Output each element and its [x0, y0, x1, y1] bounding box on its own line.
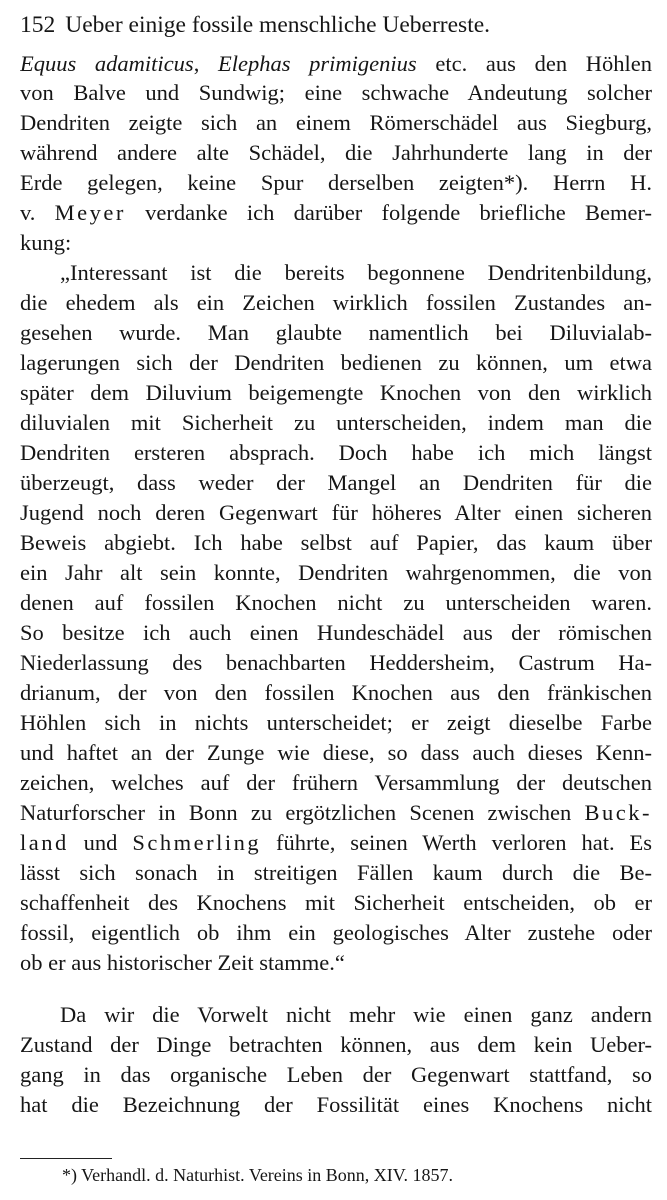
text-line: denen auf fossilen Knochen nicht zu unterscheiden waren.	[20, 590, 652, 615]
footnote-divider	[20, 1158, 112, 1159]
text-line: So besitze ich auch einen Hundeschädel aus der römischen	[20, 620, 652, 645]
paragraph-first-line: Da wir die Vorwelt nicht mehr wie einen ganz andern	[60, 1002, 652, 1027]
text-line: lässt sich sonach in streitigen Fällen kaum durch die Be-	[20, 860, 652, 885]
text-line: diluvialen mit Sicherheit zu unterscheiden, indem man die	[20, 410, 652, 435]
person-name: Buck-	[584, 800, 652, 825]
text-line: zeichen, welches auf der frühern Versammlung der deutschen	[20, 770, 652, 795]
text-line: die ehedem als ein Zeichen wirklich fossilen Zustandes an-	[20, 290, 652, 315]
page-header	[20, 12, 490, 39]
text-line: während andere alte Schädel, die Jahrhunderte lang in der	[20, 140, 652, 165]
footnote-text: Verhandl. d. Naturhist. Vereins in Bonn, XIV. 1857.	[77, 1165, 453, 1185]
text-line: lagerungen sich der Dendriten bedienen zu können, um etwa	[20, 350, 652, 375]
text-line: später dem Diluvium beigemengte Knochen von den wirklich	[20, 380, 652, 405]
text-line: Jugend noch deren Gegenwart für höheres Alter einen sicheren	[20, 500, 652, 525]
text-line: hat die Bezeichnung der Fossilität eines Knochens nicht	[20, 1092, 652, 1117]
text-line: Beweis abgiebt. Ich habe selbst auf Papier, das kaum über	[20, 530, 652, 555]
text-line: fossil, eigentlich ob ihm ein geologisches Alter zustehe oder	[20, 920, 652, 945]
text-line: von Balve und Sundwig; eine schwache Andeutung solcher	[20, 80, 652, 105]
text-line: Höhlen sich in nichts unterscheidet; er zeigt dieselbe Farbe	[20, 710, 652, 735]
text-line: Dendriten zeigte sich an einem Römerschädel aus Siegburg,	[20, 110, 652, 135]
species-name: Elephas primigenius	[218, 51, 417, 76]
text-line: land und Schmerling führte, seinen Werth verloren hat. Es	[20, 830, 652, 855]
text-line: und haftet an der Zunge wie diese, so dass auch dieses Kenn-	[20, 740, 652, 765]
text-line: überzeugt, dass weder der Mangel an Dendriten für die	[20, 470, 652, 495]
text-line: schaffenheit des Knochens mit Sicherheit entscheiden, ob er	[20, 890, 652, 915]
text-line: kung:	[20, 230, 72, 255]
text-line: Naturforscher in Bonn zu ergötzlichen Scenen zwischen Buck-	[20, 800, 652, 825]
text-line: Erde gelegen, keine Spur derselben zeigten*). Herrn H.	[20, 170, 652, 195]
species-name: Equus adamiticus	[20, 51, 194, 76]
text-line: gang in das organische Leben der Gegenwart stattfand, so	[20, 1062, 652, 1087]
quote-first-line: „Interessant ist die bereits begonnene Dendritenbildung,	[60, 260, 652, 285]
footnote	[62, 1164, 453, 1186]
text-line: Dendriten ersteren absprach. Doch habe ich mich längst	[20, 440, 652, 465]
page-number: 152	[20, 12, 56, 38]
footnote-marker: *)	[62, 1165, 77, 1185]
text-line: Niederlassung des benachbarten Heddersheim, Castrum Ha-	[20, 650, 652, 675]
text-line: gesehen wurde. Man glaubte namentlich bei Diluvialab-	[20, 320, 652, 345]
quote-last-line: ob er aus historischer Zeit stamme.“	[20, 950, 345, 975]
text-line: ein Jahr alt sein konnte, Dendriten wahrgenommen, die von	[20, 560, 652, 585]
person-name: Schmerling	[132, 830, 262, 855]
text-line: drianum, der von den fossilen Knochen aus den fränkischen	[20, 680, 652, 705]
text-line: Zustand der Dinge betrachten können, aus dem kein Ueber-	[20, 1032, 652, 1057]
person-name: Meyer	[54, 200, 126, 225]
text-line: v. Meyer verdanke ich darüber folgende briefliche Bemer-	[20, 200, 652, 225]
text-line: Equus adamiticus, Elephas primigenius etc. aus den Höhlen	[20, 51, 652, 76]
running-title: Ueber einige fossile menschliche Ueberreste.	[65, 12, 491, 38]
person-name: land	[20, 830, 69, 855]
